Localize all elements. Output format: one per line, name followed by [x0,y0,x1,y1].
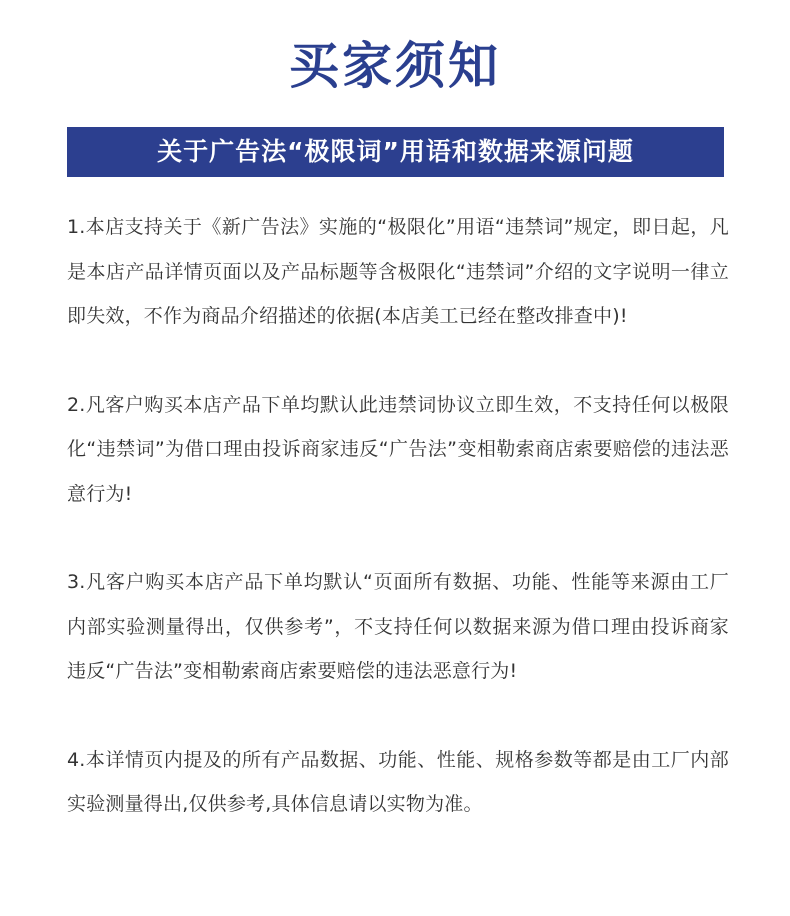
section-banner: 关于广告法“极限词”用语和数据来源问题 [67,127,724,177]
clause-4: 4.本详情页内提及的所有产品数据、功能、性能、规格参数等都是由工厂内部实验测量得出,仅供参考,具体信息请以实物为准。 [67,748,729,815]
clause-2: 2.凡客户购买本店产品下单均默认此违禁词协议立即生效，不支持任何以极限化“违禁词”为借口理由投诉商家违反“广告法”变相勒索商店索要赔偿的违法恶意行为! [67,393,729,505]
clause-1: 1.本店支持关于《新广告法》实施的“极限化”用语“违禁词”规定，即日起，凡是本店产品详情页面以及产品标题等含极限化“违禁词”介绍的文字说明一律立即失效，不作为商品介绍描述的依据(本店美工已经在整改排查中)! [67,216,729,327]
clause-3: 3.凡客户购买本店产品下单均默认“页面所有数据、功能、性能等来源由工厂内部实验测量得出，仅供参考”，不支持任何以数据来源为借口理由投诉商家违反“广告法”变相勒索商店索要赔偿的违法恶意行为! [67,571,729,682]
page-title: 买家须知 [289,37,501,95]
notice-clauses [67,205,729,827]
